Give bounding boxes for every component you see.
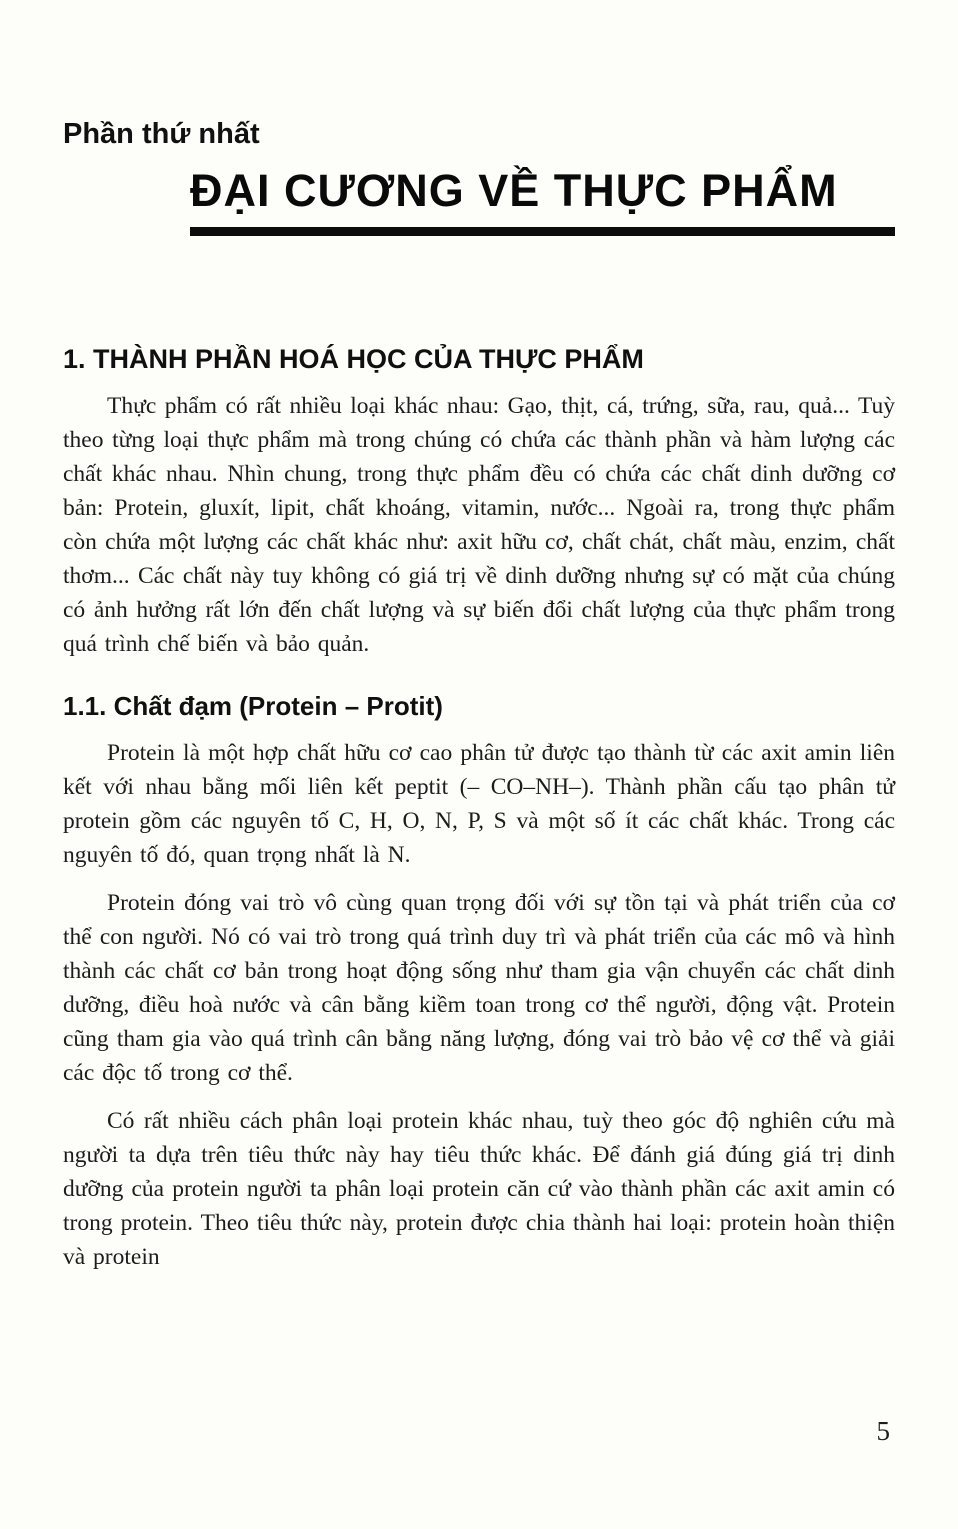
title-rule <box>190 227 895 236</box>
paragraph-protein-role: Protein đóng vai trò vô cùng quan trọng đối với sự tồn tại và phát triển của cơ thể con người. Nó có vai trò trong quá trình duy trì và phát triển của các mô và hình thành các chất cơ bản trong hoạt động sống như tham gia vận chuyển các chất dinh dưỡng, điều hoà nước và cân bằng kiềm toan trong cơ thể người, động vật. Protein cũng tham gia vào quá trình cân bằng năng lượng, đóng vai trò bảo vệ cơ thể và giải các độc tố trong cơ thể. <box>63 890 895 1086</box>
subsection-heading: 1.1. Chất đạm (Protein – Protit) <box>63 691 443 721</box>
paragraph-protein-classification: Có rất nhiều cách phân loại protein khác nhau, tuỳ theo góc độ nghiên cứu mà người ta dựa trên tiêu thức này hay tiêu thức khác. Để đánh giá đúng giá trị dinh dưỡng của protein người ta phân loại protein căn cứ vào thành phần các axit amin có trong protein. Theo tiêu thức này, protein được chia thành hai loại: protein hoàn thiện và protein <box>63 1108 895 1270</box>
paragraph-protein-definition: Protein là một hợp chất hữu cơ cao phân tử được tạo thành từ các axit amin liên kết với nhau bằng mối liên kết peptit (– CO–NH–). Thành phần cấu tạo phân tử protein gồm các nguyên tố C, H, O, N, P, S và một số ít các chất khác. Trong các nguyên tố đó, quan trọng nhất là N. <box>63 740 895 868</box>
page-number: 5 <box>876 1416 890 1446</box>
page-content <box>0 118 958 1274</box>
part-label: Phần thứ nhất <box>63 118 260 150</box>
page-title: ĐẠI CƯƠNG VỀ THỰC PHẨM <box>190 165 838 216</box>
paragraph-intro: Thực phẩm có rất nhiều loại khác nhau: Gạo, thịt, cá, trứng, sữa, rau, quả... Tuỳ theo từng loại thực phẩm mà trong chúng có chứa các thành phần và hàm lượng các chất khác nhau. Nhìn chung, trong thực phẩm đều có chứa các chất dinh dưỡng cơ bản: Protein, gluxít, lipit, chất khoáng, vitamin, nước... Ngoài ra, trong thực phẩm còn chứa một lượng các chất khác như: axit hữu cơ, chất chát, chất màu, enzim, chất thơm... Các chất này tuy không có giá trị về dinh dưỡng nhưng sự có mặt của chúng có ảnh hưởng rất lớn đến chất lượng và sự biến đổi chất lượng của thực phẩm trong quá trình chế biến và bảo quản. <box>63 393 895 657</box>
section-heading: 1. THÀNH PHẦN HOÁ HỌC CỦA THỰC PHẨM <box>63 344 644 374</box>
